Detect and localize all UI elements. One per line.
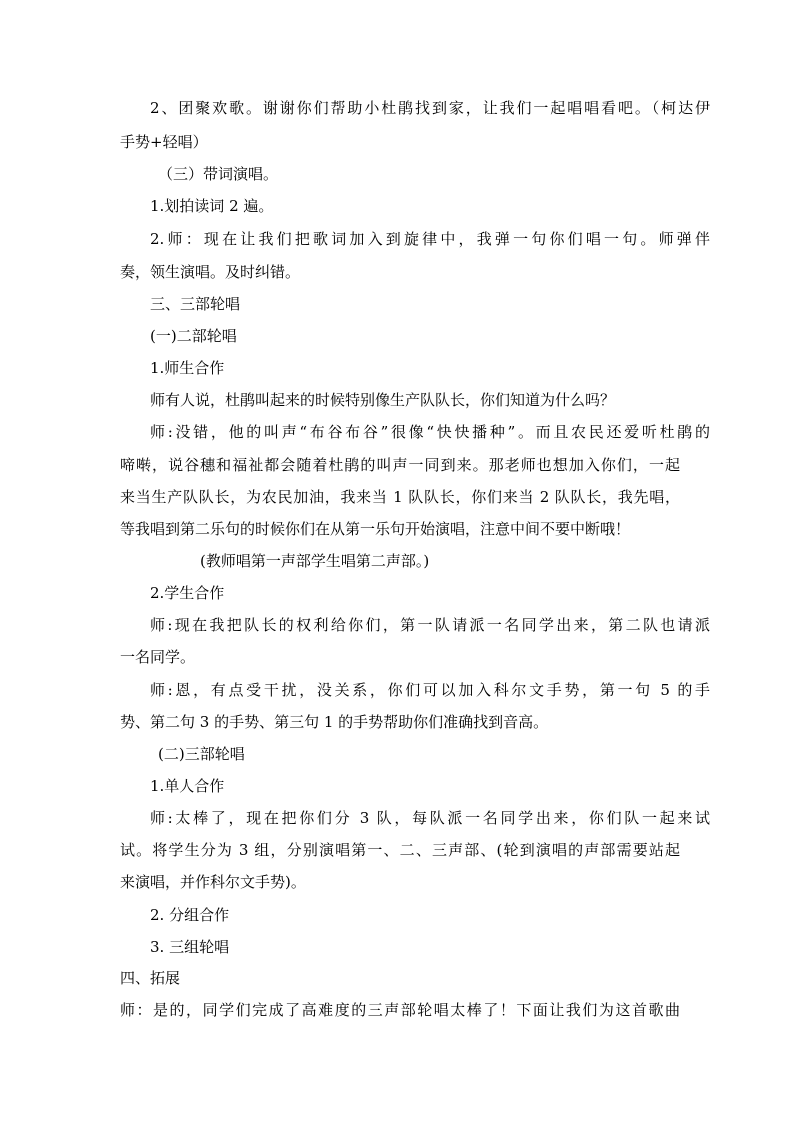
- list-item: 2. 分组合作: [150, 906, 230, 924]
- paragraph-line: 师:没错，他的叫声“布谷布谷”很像“快快播种”。而且农民还爱听杜鹃的: [150, 423, 710, 441]
- subsection-heading: (一)二部轮唱: [150, 327, 237, 345]
- paragraph-line: 势、第二句 3 的手势、第三句 1 的手势帮助你们准确找到音高。: [120, 713, 549, 731]
- paragraph-line: 师：是的，同学们完成了高难度的三声部轮唱太棒了！下面让我们为这首歌曲: [120, 1001, 680, 1019]
- paragraph-line: 2.师：现在让我们把歌词加入到旋律中，我弹一句你们唱一句。师弹伴: [150, 230, 710, 248]
- section-heading: 四、拓展: [120, 969, 181, 987]
- paragraph-line: 啼啭，说谷穗和福祉都会随着杜鹃的叫声一同到来。那老师也想加入你们，一起: [120, 456, 680, 474]
- stage-note: (教师唱第一声部学生唱第二声部。): [200, 552, 430, 570]
- list-item: 1.单人合作: [150, 777, 225, 795]
- paragraph-line: 师有人说，杜鹃叫起来的时候特别像生产队队长，你们知道为什么吗？: [150, 391, 616, 409]
- paragraph-line: 师:恩，有点受干扰，没关系，你们可以加入科尔文手势，第一句 5 的手: [150, 681, 710, 699]
- list-item: 3. 三组轮唱: [150, 938, 230, 956]
- paragraph-line: 试。将学生分为 3 组，分别演唱第一、二、三声部、(轮到演唱的声部需要站起: [120, 841, 680, 859]
- paragraph-line: 一名同学。: [120, 648, 196, 666]
- paragraph-line: 师:太棒了，现在把你们分 3 队，每队派一名同学出来，你们队一起来试: [150, 809, 710, 827]
- paragraph-line: 师:现在我把队长的权利给你们，第一队请派一名同学出来，第二队也请派: [150, 616, 710, 634]
- list-item: 1.师生合作: [150, 359, 225, 377]
- section-heading: （三）带词演唱。: [158, 165, 279, 183]
- section-heading: 三、三部轮唱: [150, 295, 241, 313]
- paragraph-line: 手势+轻唱）: [120, 133, 208, 151]
- list-item: 1.划拍读词 2 遍。: [150, 197, 274, 215]
- list-item: 2.学生合作: [150, 584, 225, 602]
- paragraph-line: 等我唱到第二乐句的时候你们在从第一乐句开始演唱，注意中间不要中断哦！: [120, 520, 631, 538]
- paragraph-line: 2、团聚欢歌。谢谢你们帮助小杜鹃找到家，让我们一起唱唱看吧。（柯达伊: [150, 99, 710, 117]
- paragraph-line: 来演唱，并作科尔文手势)。: [120, 873, 306, 891]
- paragraph-line: 奏，领生演唱。及时纠错。: [120, 263, 301, 281]
- paragraph-line: 来当生产队队长，为农民加油，我来当 1 队队长，你们来当 2 队队长，我先唱，: [120, 488, 680, 506]
- subsection-heading: (二)三部轮唱: [158, 745, 245, 763]
